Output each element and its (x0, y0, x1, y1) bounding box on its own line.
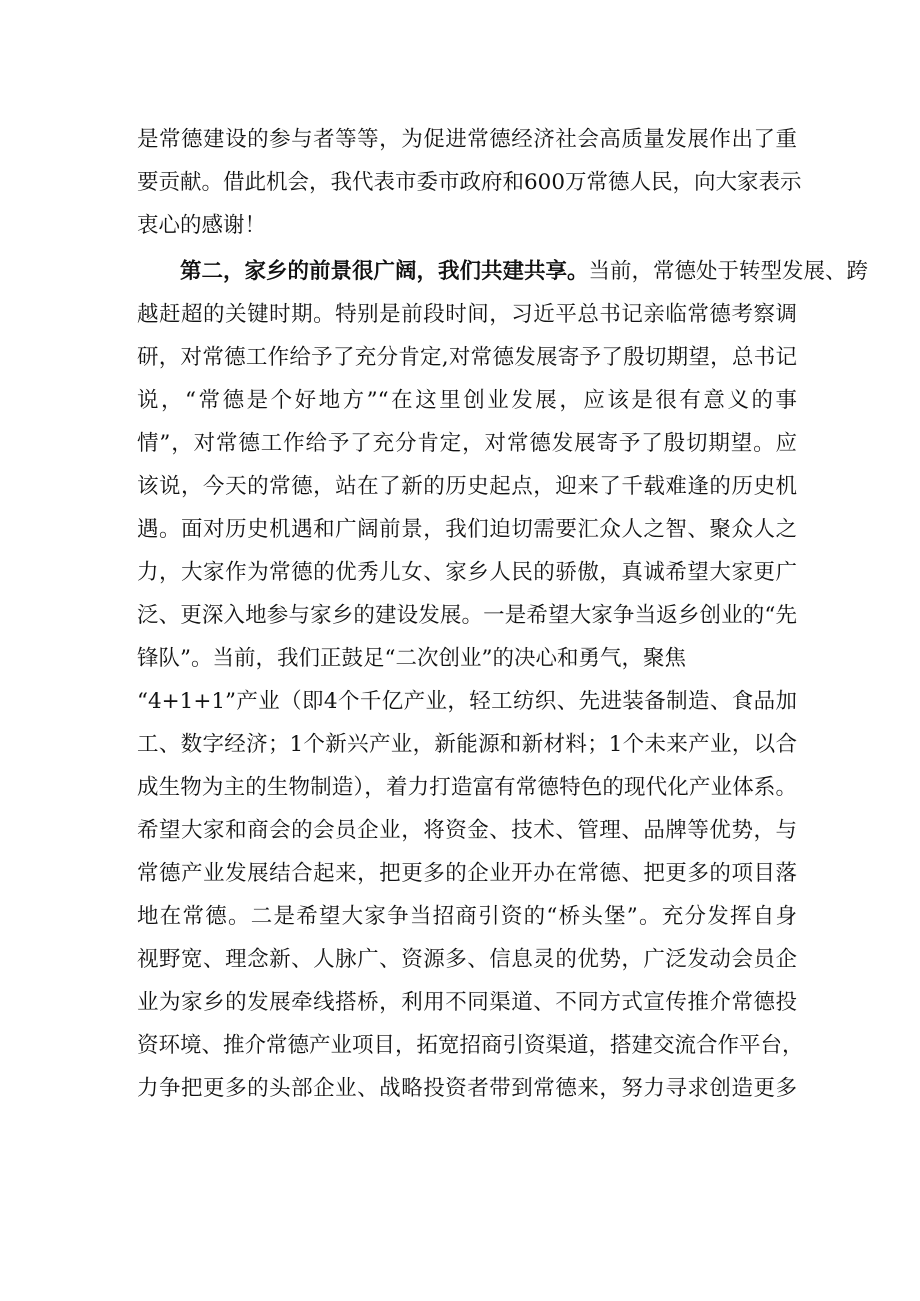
paragraph-2-first-line-rest: 当前，常德处于转型发展、跨 (588, 259, 869, 284)
paragraph-2-line: 遇。面对历史机遇和广阔前景，我们迫切需要汇众人之智、聚众人之 (137, 517, 797, 542)
paragraph-2-line: 希望大家和商会的会员企业，将资金、技术、管理、品牌等优势，与 (137, 818, 797, 843)
paragraph-2-line: 研，对常德工作给予了充分肯定,对常德发展寄予了殷切期望，总书记 (137, 345, 797, 370)
paragraph-2-line: 地在常德。二是希望大家争当招商引资的“桥头堡”。充分发挥自身 (137, 904, 797, 929)
paragraph-2-line: 视野宽、理念新、人脉广、资源多、信息灵的优势，广泛发动会员企 (137, 947, 797, 972)
paragraph-2-first-line (180, 252, 869, 292)
paragraph-2-lead: 第二，家乡的前景很广阔，我们共建共享。 (180, 259, 589, 284)
paragraph-2-line: 越赶超的关键时期。特别是前段时间，习近平总书记亲临常德考察调 (137, 302, 797, 327)
paragraph-2-line: 锋队”。当前，我们正鼓足“二次创业”的决心和勇气，聚焦 (137, 646, 686, 671)
paragraph-2-line: 资环境、推介常德产业项目，拓宽招商引资渠道，搭建交流合作平台， (137, 1033, 804, 1058)
paragraph-2-line: 常德产业发展结合起来，把更多的企业开办在常德、把更多的项目落 (137, 861, 797, 886)
paragraph-2-line: 工、数字经济；1个新兴产业，新能源和新材料；1个未来产业，以合 (137, 732, 797, 757)
paragraph-2-line: 力，大家作为常德的优秀儿女、家乡人民的骄傲，真诚希望大家更广 (137, 560, 797, 585)
paragraph-2-line: 成生物为主的生物制造），着力打造富有常德特色的现代化产业体系。 (137, 775, 797, 800)
paragraph-1-line-1: 是常德建设的参与者等等，为促进常德经济社会高质量发展作出了重 (137, 127, 797, 152)
paragraph-1-line-3: 衷心的感谢！ (137, 213, 267, 238)
paragraph-2-line: 泛、更深入地参与家乡的建设发展。一是希望大家争当返乡创业的“先 (137, 603, 797, 628)
paragraph-2-line: 该说，今天的常德，站在了新的历史起点，迎来了千载难逢的历史机 (137, 474, 797, 499)
paragraph-1-line-2: 要贡献。借此机会，我代表市委市政府和600万常德人民，向大家表示 (137, 170, 802, 195)
paragraph-2-line: 力争把更多的头部企业、战略投资者带到常德来，努力寻求创造更多 (137, 1076, 797, 1101)
paragraph-2-line: 业为家乡的发展牵线搭桥，利用不同渠道、不同方式宣传推介常德投 (137, 990, 797, 1015)
paragraph-2-line: 说，“常德是个好地方”“在这里创业发展，应该是很有意义的事 (137, 388, 797, 413)
paragraph-2-line: “4+1+1”产业（即4个千亿产业，轻工纺织、先进装备制造、食品加 (137, 689, 797, 714)
paragraph-2-line: 情”，对常德工作给予了充分肯定，对常德发展寄予了殷切期望。应 (137, 431, 797, 456)
